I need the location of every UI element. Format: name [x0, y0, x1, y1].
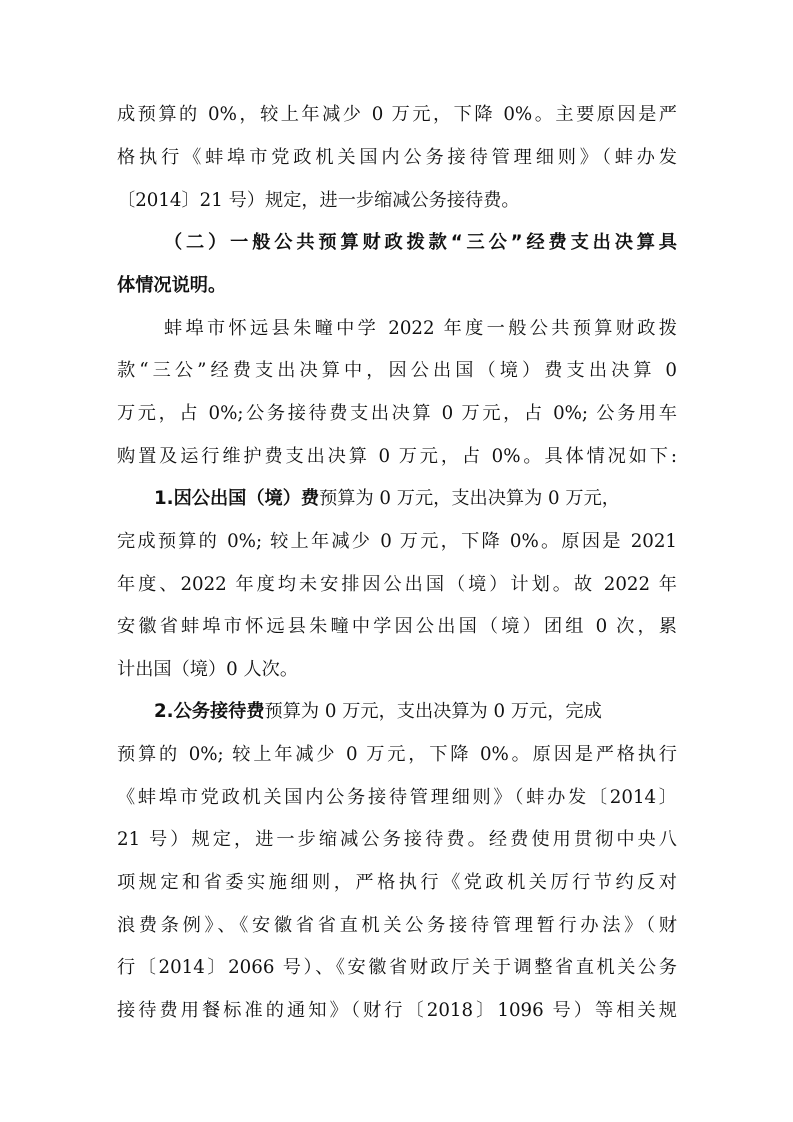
paragraph-line: 〔2014〕21 号）规定，进一步缩减公务接待费。	[117, 190, 520, 211]
paragraph-line: 蚌埠市怀远县朱疃中学 2022 年度一般公共预算财政拨	[164, 318, 677, 339]
paragraph-line: 项规定和省委实施细则，严格执行《党政机关厉行节约反对	[117, 872, 677, 893]
item-text: 预算为 0 万元，支出决算为 0 万元，完成	[264, 701, 602, 722]
section-heading-line: （二）一般公共预算财政拨款“三公”经费支出决算具	[164, 232, 677, 253]
paragraph-line: 行〔2014〕2066 号）、《安徽省财政厅关于调整省直机关公务	[117, 957, 677, 978]
paragraph-line: 年度、2022 年度均未安排因公出国（境）计划。故 2022 年	[117, 574, 677, 595]
paragraph-line: 预算的 0%; 较上年减少 0 万元，下降 0%。原因是严格执行	[117, 744, 677, 765]
item-title: 2.公务接待费	[154, 701, 265, 722]
paragraph-line: 接待费用餐标准的通知》（财行〔2018〕1096 号）等相关规	[117, 1000, 677, 1021]
paragraph-line: 《蚌埠市党政机关国内公务接待管理细则》（蚌办发〔2014〕	[117, 787, 677, 808]
section-heading-line: 体情况说明。	[117, 275, 227, 296]
paragraph-line: 浪费条例》、《安徽省省直机关公务接待管理暂行办法》（财	[117, 915, 677, 936]
item-text: 预算为 0 万元，支出决算为 0 万元，	[319, 488, 620, 509]
paragraph-line: 购置及运行维护费支出决算 0 万元，占 0%。具体情况如下:	[117, 446, 677, 467]
item-first-line	[154, 485, 677, 513]
paragraph-line: 安徽省蚌埠市怀远县朱疃中学因公出国（境）团组 0 次，累	[117, 616, 677, 637]
paragraph-line: 格执行《蚌埠市党政机关国内公务接待管理细则》（蚌办发	[117, 147, 677, 168]
paragraph-line: 成预算的 0%，较上年减少 0 万元，下降 0%。主要原因是严	[117, 104, 677, 125]
item-title: 1.因公出国（境）费	[154, 488, 320, 509]
paragraph-line: 计出国（境）0 人次。	[117, 659, 299, 680]
paragraph-line: 万元，占 0%;公务接待费支出决算 0 万元，占 0%; 公务用车	[117, 403, 677, 424]
paragraph-line: 完成预算的 0%; 较上年减少 0 万元，下降 0%。原因是 2021	[117, 531, 677, 552]
item-first-line	[154, 698, 677, 726]
paragraph-line: 21 号）规定，进一步缩减公务接待费。经费使用贯彻中央八	[117, 829, 677, 850]
paragraph-line: 款“三公”经费支出决算中，因公出国（境）费支出决算 0	[117, 360, 677, 381]
